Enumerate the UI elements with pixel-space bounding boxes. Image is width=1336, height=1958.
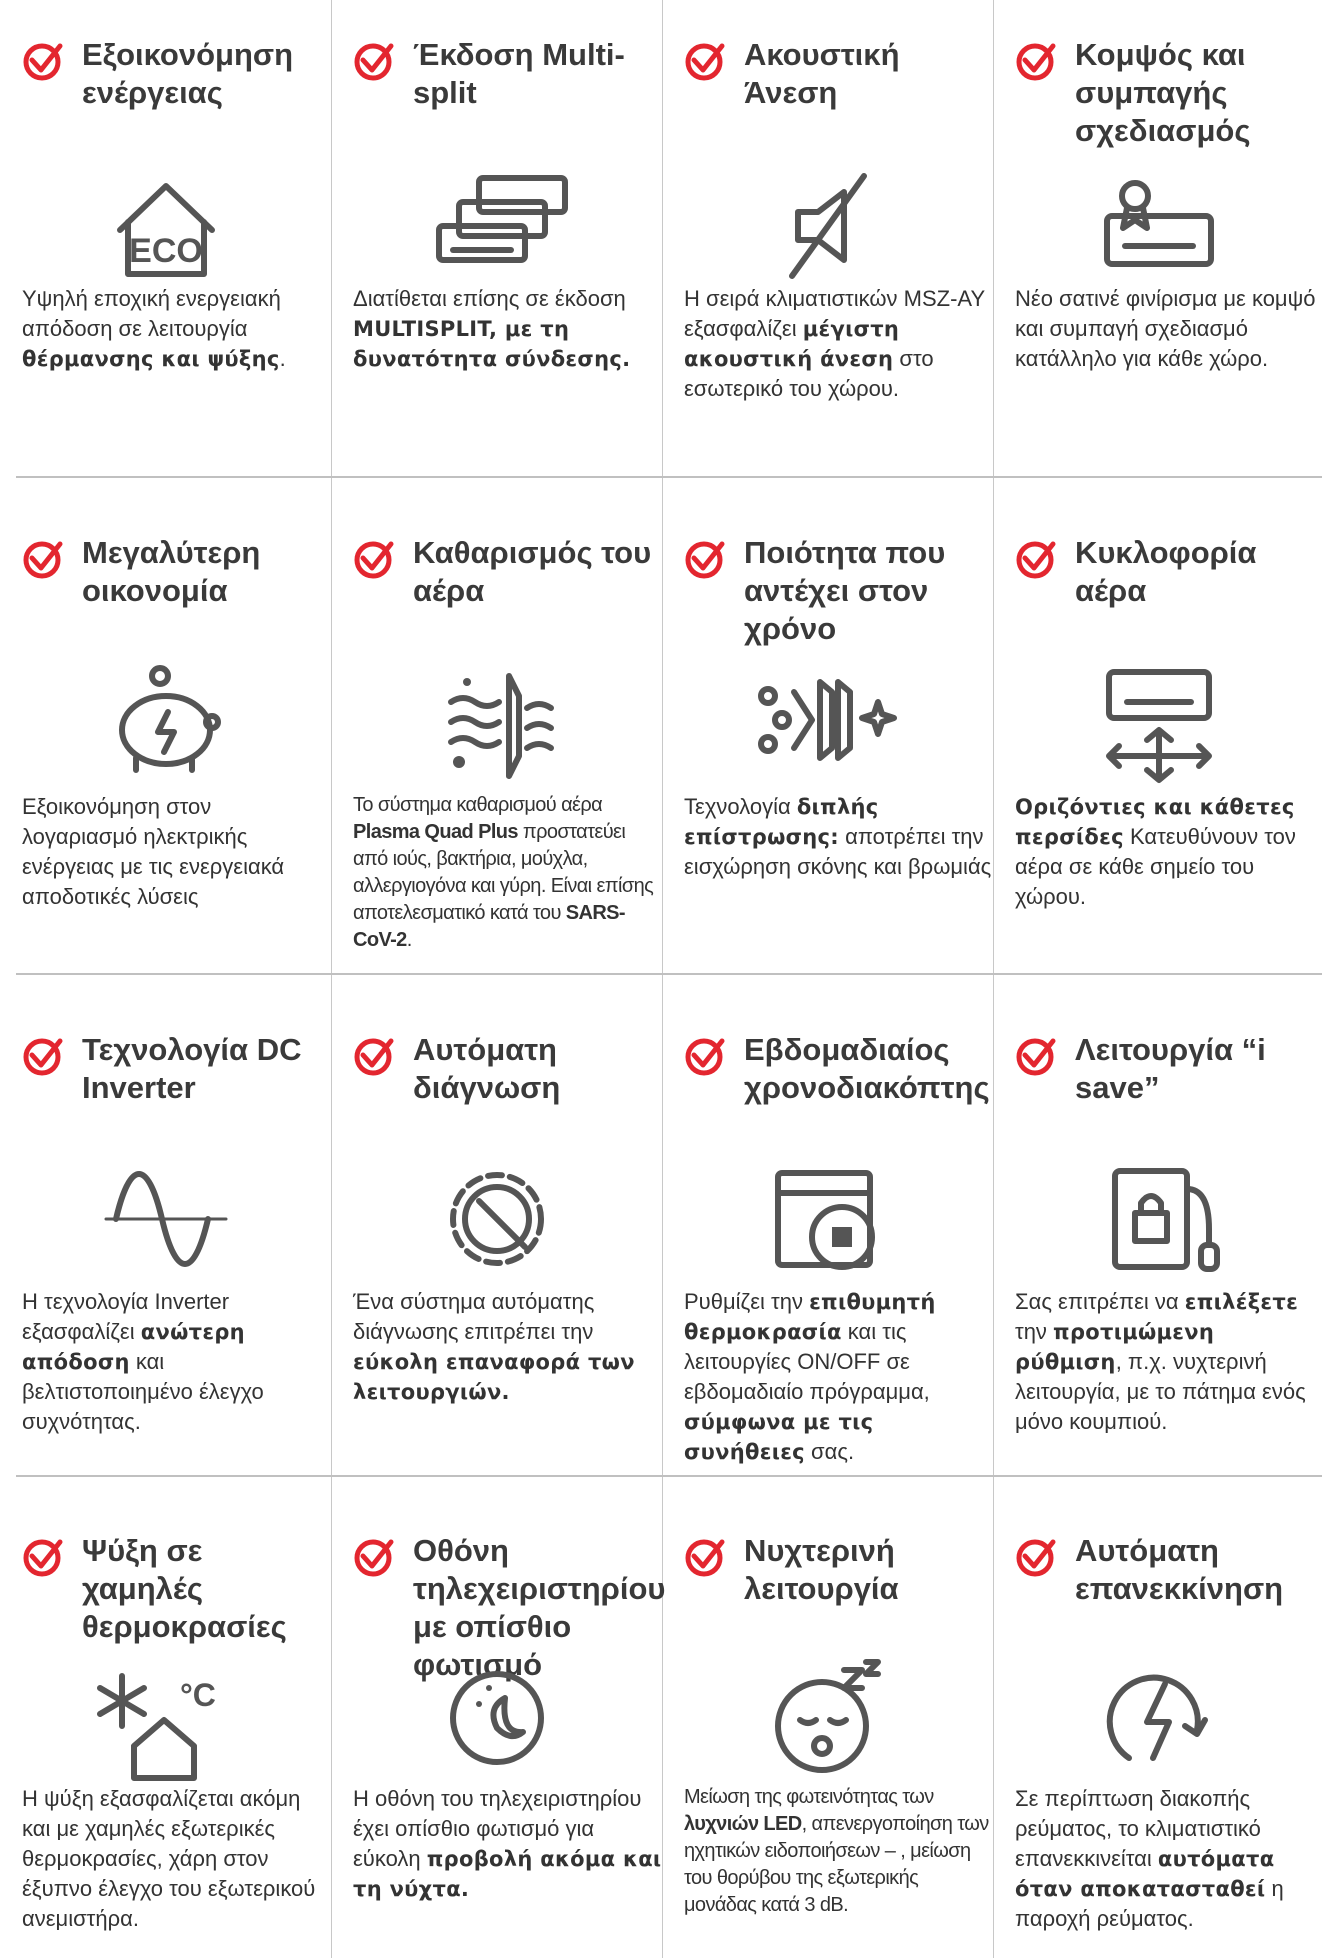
highlight-text: Οριζόντιες και κάθετες περσίδες	[1015, 795, 1295, 849]
body-text: Υψηλή εποχική ενεργειακή απόδοση σε λειτουργία	[22, 286, 281, 341]
checkmark-icon	[22, 1536, 64, 1578]
feature-card	[16, 36, 336, 456]
body-text: , απενεργοποίηση των ηχητικών ειδοποιήσεων – , μείωση του θορύβου της εξωτερικής μονάδας κατά 3 dB.	[684, 1813, 989, 1916]
checkmark-icon	[684, 538, 726, 580]
feature-description	[353, 792, 663, 954]
body-text: Ένα σύστημα αυτόματης διάγνωσης επιτρέπει την	[353, 1289, 595, 1344]
highlight-text: σύμφωνα με τις συνήθειες	[684, 1410, 874, 1464]
feature-title: Εξοικονόμηση ενέργειας	[82, 37, 294, 110]
calendar-chip-icon	[738, 1149, 918, 1289]
feature-description	[1015, 1784, 1325, 1934]
highlight-text: επιλέξετε	[1184, 1290, 1299, 1314]
body-text: αποτρέπει την εισχώρηση σκόνης και βρωμιάς	[684, 824, 992, 879]
highlight-text: ανώτερη απόδοση	[22, 1320, 245, 1374]
feature-title: Ακουστική Άνεση	[744, 37, 900, 110]
feature-card	[1009, 534, 1329, 954]
feature-description	[684, 1784, 994, 1919]
feature-card	[1009, 1031, 1329, 1451]
eco-house-icon	[76, 156, 256, 296]
checkmark-icon	[1015, 538, 1057, 580]
feature-title: Νυχτερινή λειτουργία	[744, 1533, 899, 1606]
feature-card	[16, 1532, 336, 1952]
feature-title: Λειτουργία “i save”	[1075, 1032, 1266, 1105]
svg-text:ECO: ECO	[129, 232, 203, 270]
feature-title: Ποιότητα που αντέχει στον χρόνο	[744, 535, 946, 646]
feature-card	[678, 534, 998, 954]
feature-title: Οθόνη τηλεχειριστηρίου με οπίσθιο φωτισμό	[413, 1533, 666, 1682]
feature-card	[347, 36, 667, 456]
body-text: η παροχή ρεύματος.	[1015, 1876, 1284, 1931]
feature-title: Κυκλοφορία αέρα	[1075, 535, 1257, 608]
highlight-text: SARS-CoV-2	[353, 902, 625, 951]
feature-description	[22, 1287, 332, 1437]
checkmark-icon	[353, 40, 395, 82]
checkmark-icon	[684, 40, 726, 82]
feature-description	[1015, 1287, 1325, 1437]
checkmark-icon	[1015, 40, 1057, 82]
feature-title: Ψύξη σε χαμηλές θερμοκρασίες	[82, 1533, 287, 1644]
body-text: Νέο σατινέ φινίρισμα με κομψό και συμπαγή σχεδιασμό κατάλληλο για κάθε χώρο.	[1015, 286, 1316, 371]
feature-description	[22, 792, 332, 912]
feature-card	[678, 1532, 998, 1952]
body-text: Τεχνολογία	[684, 794, 797, 819]
air-flow-directions-icon	[1069, 652, 1249, 792]
row-divider	[16, 1475, 1322, 1477]
svg-text:°C: °C	[180, 1677, 216, 1713]
body-text: την	[1015, 1319, 1054, 1344]
feature-description	[684, 1287, 994, 1467]
highlight-text: προβολή ακόμα και τη νύχτα.	[353, 1847, 662, 1901]
feature-description	[1015, 792, 1325, 912]
feature-description	[684, 792, 994, 882]
body-text: Ρυθμίζει την	[684, 1289, 810, 1314]
remote-lock-icon	[1069, 1149, 1249, 1289]
feature-title: Εβδομαδιαίος χρονοδιακόπτης	[744, 1032, 990, 1105]
body-text: και τις λειτουργίες ON/OFF σε εβδομαδιαίο πρόγραμμα,	[684, 1319, 930, 1404]
feature-title: Καθαρισμός του αέρα	[413, 535, 652, 608]
feature-title: Τεχνολογία DC Inverter	[82, 1032, 302, 1105]
checkmark-icon	[1015, 1536, 1057, 1578]
feature-description	[353, 1784, 663, 1904]
body-text: Εξοικονόμηση στον λογαριασμό ηλεκτρικής ενέργειας με τις ενεργειακά αποδοτικές λύσεις	[22, 794, 285, 909]
multi-split-units-icon	[407, 156, 587, 296]
row-divider	[16, 476, 1322, 478]
power-restart-icon	[1069, 1648, 1249, 1788]
body-text: Κατευθύνουν τον αέρα σε κάθε σημείο του χώρου.	[1015, 824, 1296, 909]
body-text: Σε περίπτωση διακοπής ρεύματος, το κλιματιστικό επανεκκινείται	[1015, 1786, 1261, 1871]
snowflake-house-icon	[76, 1648, 256, 1788]
highlight-text: MULTISPLIT, με τη δυνατότητα σύνδεσης.	[353, 317, 631, 371]
feature-title: Μεγαλύτερη οικονομία	[82, 535, 261, 608]
checkmark-icon	[353, 1536, 395, 1578]
highlight-text: θέρμανσης και ψύξης	[22, 347, 280, 371]
feature-card	[1009, 1532, 1329, 1952]
sine-wave-icon	[76, 1149, 256, 1289]
feature-card	[16, 1031, 336, 1451]
body-text: Η τεχνολογία Inverter εξασφαλίζει	[22, 1289, 230, 1344]
feature-card	[347, 534, 667, 954]
feature-title: Κομψός και συμπαγής σχεδιασμός	[1075, 37, 1251, 148]
body-text: .	[406, 929, 412, 951]
wrench-gear-icon	[407, 1149, 587, 1289]
body-text: Το σύστημα καθαρισμού αέρα	[353, 794, 603, 816]
feature-card	[16, 534, 336, 954]
feature-description	[1015, 284, 1325, 374]
row-divider	[16, 973, 1322, 975]
feature-title: Έκδοση Multi-split	[413, 37, 625, 110]
feature-description	[353, 284, 663, 374]
piggy-bank-icon	[76, 652, 256, 792]
feature-card	[678, 1031, 998, 1464]
checkmark-icon	[22, 538, 64, 580]
checkmark-icon	[1015, 1035, 1057, 1077]
highlight-text: εύκολη επαναφορά των λειτουργιών.	[353, 1350, 635, 1404]
body-text: Μείωση της φωτεινότητας των	[684, 1786, 934, 1808]
highlight-text: προτιμώμενη ρύθμιση	[1015, 1320, 1215, 1374]
body-text: και βελτιστοποιημένο έλεγχο συχνότητας.	[22, 1349, 264, 1434]
feature-description	[22, 284, 332, 374]
body-text: Η ψύξη εξασφαλίζεται ακόμη και με χαμηλές εξωτερικές θερμοκρασίες, χάρη στον έξυπνο έλεγχο του εξωτερικού ανεμιστήρα.	[22, 1786, 316, 1931]
highlight-text: μέγιστη ακουστική άνεση	[684, 317, 900, 371]
moon-display-icon	[407, 1648, 587, 1788]
feature-card	[347, 1031, 667, 1451]
air-purification-icon	[407, 652, 587, 792]
feature-card	[1009, 36, 1329, 456]
body-text: προστατεύει από ιούς, βακτήρια, μούχλα, αλλεργιογόνα και γύρη. Είναι επίσης αποτελεσματικό κατά του	[353, 821, 654, 924]
body-text: Σας επιτρέπει να	[1015, 1289, 1185, 1314]
sleeping-face-icon	[738, 1648, 918, 1788]
checkmark-icon	[353, 538, 395, 580]
body-text: Διατίθεται επίσης σε έκδοση	[353, 286, 626, 311]
highlight-text: επιθυμητή θερμοκρασία	[684, 1290, 936, 1344]
feature-card	[678, 36, 998, 456]
muted-speaker-icon	[738, 156, 918, 296]
highlight-text: αυτόματα όταν αποκατασταθεί	[1015, 1847, 1275, 1901]
double-return-filter-icon	[738, 652, 918, 792]
checkmark-icon	[684, 1536, 726, 1578]
checkmark-icon	[684, 1035, 726, 1077]
body-text: Η σειρά κλιματιστικών MSZ-AY εξασφαλίζει	[684, 286, 985, 341]
highlight-text: λυχνιών LED	[684, 1813, 802, 1835]
checkmark-icon	[22, 1035, 64, 1077]
feature-description	[22, 1784, 332, 1934]
checkmark-icon	[22, 40, 64, 82]
feature-title: Αυτόματη διάγνωση	[413, 1032, 561, 1105]
award-ac-unit-icon	[1069, 156, 1249, 296]
highlight-text: διπλής επίστρωσης:	[684, 795, 879, 849]
body-text: στο εσωτερικό του χώρου.	[684, 346, 934, 401]
feature-description	[684, 284, 994, 404]
feature-title: Αυτόματη επανεκκίνηση	[1075, 1533, 1284, 1606]
body-text: , π.χ. νυχτερινή λειτουργία, με το πάτημα ενός μόνο κουμπιού.	[1015, 1349, 1306, 1434]
body-text: .	[279, 346, 286, 371]
highlight-text: Plasma Quad Plus	[353, 821, 518, 843]
feature-card	[347, 1532, 667, 1952]
body-text: Η οθόνη του τηλεχειριστηρίου έχει οπίσθιο φωτισμό για εύκολη	[353, 1786, 642, 1871]
feature-description	[353, 1287, 663, 1407]
checkmark-icon	[353, 1035, 395, 1077]
body-text: σας.	[804, 1439, 855, 1464]
